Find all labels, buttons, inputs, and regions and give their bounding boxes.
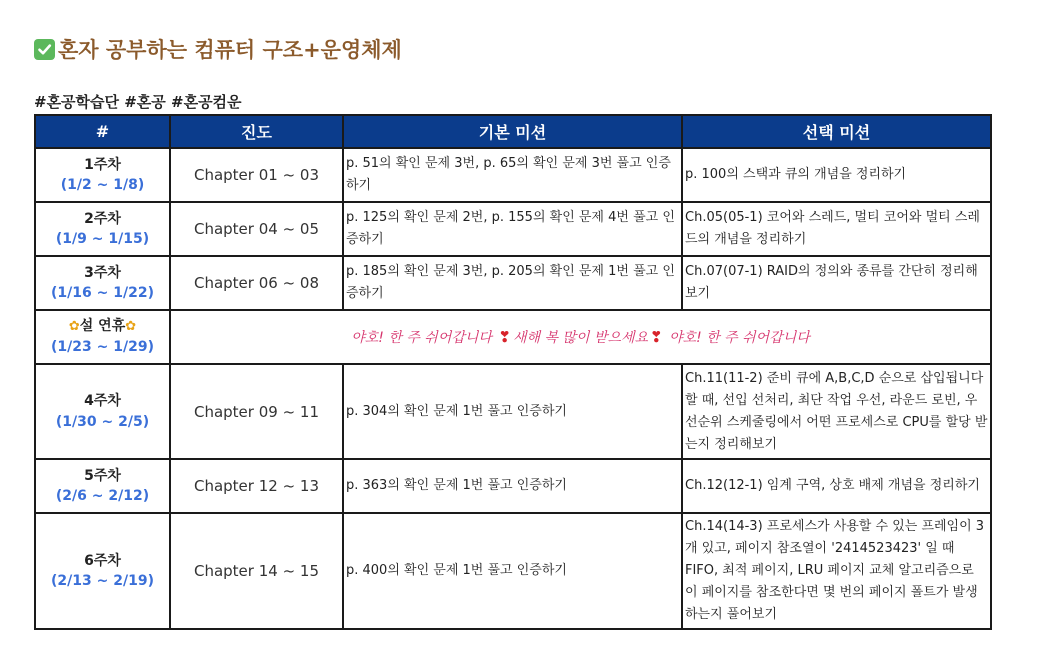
week-label: 6주차 xyxy=(84,552,121,569)
week-dates: (2/13 ~ 2/19) xyxy=(51,573,154,589)
holiday-icon: ✿ xyxy=(125,319,137,335)
week-cell xyxy=(35,256,170,310)
progress-cell: Chapter 09 ~ 11 xyxy=(170,364,343,459)
holiday-icon: ✿ xyxy=(68,319,80,335)
progress-cell: Chapter 14 ~ 15 xyxy=(170,513,343,629)
week-dates: (1/16 ~ 1/22) xyxy=(51,285,154,301)
table-row xyxy=(35,364,991,459)
column-header-optional-mission: 선택 미션 xyxy=(682,115,991,148)
hashtags: #혼공학습단 #혼공 #혼공컴운 xyxy=(34,93,242,111)
week-dates: (1/2 ~ 1/8) xyxy=(60,177,145,193)
table-header-row xyxy=(35,115,991,148)
optional-mission-cell: p. 100의 스택과 큐의 개념을 정리하기 xyxy=(682,148,991,202)
table-row xyxy=(35,256,991,310)
holiday-label: ✿설 연휴✿ xyxy=(38,316,167,337)
basic-mission-cell: p. 304의 확인 문제 1번 풀고 인증하기 xyxy=(343,364,682,459)
page-title xyxy=(34,33,402,65)
holiday-message-part1: 야호! 한 주 쉬어갑니다 xyxy=(351,330,492,346)
schedule-table xyxy=(34,114,992,630)
column-header-progress: 진도 xyxy=(170,115,343,148)
column-header-number: # xyxy=(35,115,170,148)
table-row xyxy=(35,459,991,513)
progress-cell: Chapter 06 ~ 08 xyxy=(170,256,343,310)
week-label: 1주차 xyxy=(84,156,121,173)
holiday-row xyxy=(35,310,991,364)
table-row xyxy=(35,202,991,256)
page-title-text: 혼자 공부하는 컴퓨터 구조+운영체제 xyxy=(58,38,402,62)
week-label: 3주차 xyxy=(84,264,121,281)
week-cell xyxy=(35,148,170,202)
week-label: 2주차 xyxy=(84,210,121,227)
week-label: 4주차 xyxy=(84,393,121,410)
optional-mission-cell: Ch.12(12-1) 임계 구역, 상호 배제 개념을 정리하기 xyxy=(682,459,991,513)
basic-mission-cell: p. 400의 확인 문제 1번 풀고 인증하기 xyxy=(343,513,682,629)
holiday-message xyxy=(170,310,991,364)
basic-mission-cell: p. 125의 확인 문제 2번, p. 155의 확인 문제 4번 풀고 인증하기 xyxy=(343,202,682,256)
progress-cell: Chapter 12 ~ 13 xyxy=(170,459,343,513)
heart-icon: ❣ xyxy=(498,328,511,346)
optional-mission-cell: Ch.05(05-1) 코어와 스레드, 멀티 코어와 멀티 스레드의 개념을 정리하기 xyxy=(682,202,991,256)
optional-mission-cell: Ch.14(14-3) 프로세스가 사용할 수 있는 프레임이 3개 있고, 페이지 참조열이 '2414523423' 일 때 FIFO, 최적 페이지, LRU 페이지 교체 알고리즘으로 이 페이지를 참조한다면 몇 번의 페이지 폴트가 발생하는지 풀어보기 xyxy=(682,513,991,629)
basic-mission-cell: p. 51의 확인 문제 3번, p. 65의 확인 문제 3번 풀고 인증하기 xyxy=(343,148,682,202)
basic-mission-cell: p. 185의 확인 문제 3번, p. 205의 확인 문제 1번 풀고 인증하기 xyxy=(343,256,682,310)
table-row xyxy=(35,513,991,629)
basic-mission-cell: p. 363의 확인 문제 1번 풀고 인증하기 xyxy=(343,459,682,513)
column-header-basic-mission: 기본 미션 xyxy=(343,115,682,148)
week-dates: (2/6 ~ 2/12) xyxy=(55,488,150,504)
week-cell xyxy=(35,364,170,459)
check-mark-icon xyxy=(34,39,55,60)
holiday-message-part3: 야호! 한 주 쉬어갑니다 xyxy=(669,330,810,346)
heart-icon: ❣ xyxy=(650,328,663,346)
week-dates: (1/30 ~ 2/5) xyxy=(55,413,150,430)
week-cell xyxy=(35,459,170,513)
holiday-message-part2: 새해 복 많이 받으세요 xyxy=(512,330,649,346)
week-dates: (1/9 ~ 1/15) xyxy=(55,231,150,247)
optional-mission-cell: Ch.11(11-2) 준비 큐에 A,B,C,D 순으로 삽입됩니다 할 때, 선입 선처리, 최단 작업 우선, 라운드 로빈, 우선순위 스케줄링에서 어떤 프로세스로 CPU를 할당 받는지 정리해보기 xyxy=(682,364,991,459)
optional-mission-cell: Ch.07(07-1) RAID의 정의와 종류를 간단히 정리해 보기 xyxy=(682,256,991,310)
progress-cell: Chapter 01 ~ 03 xyxy=(170,148,343,202)
holiday-dates: (1/23 ~ 1/29) xyxy=(51,339,154,356)
table-row xyxy=(35,148,991,202)
week-cell xyxy=(35,513,170,629)
week-cell xyxy=(35,202,170,256)
progress-cell: Chapter 04 ~ 05 xyxy=(170,202,343,256)
holiday-week-cell xyxy=(35,310,170,364)
week-label: 5주차 xyxy=(84,467,121,484)
